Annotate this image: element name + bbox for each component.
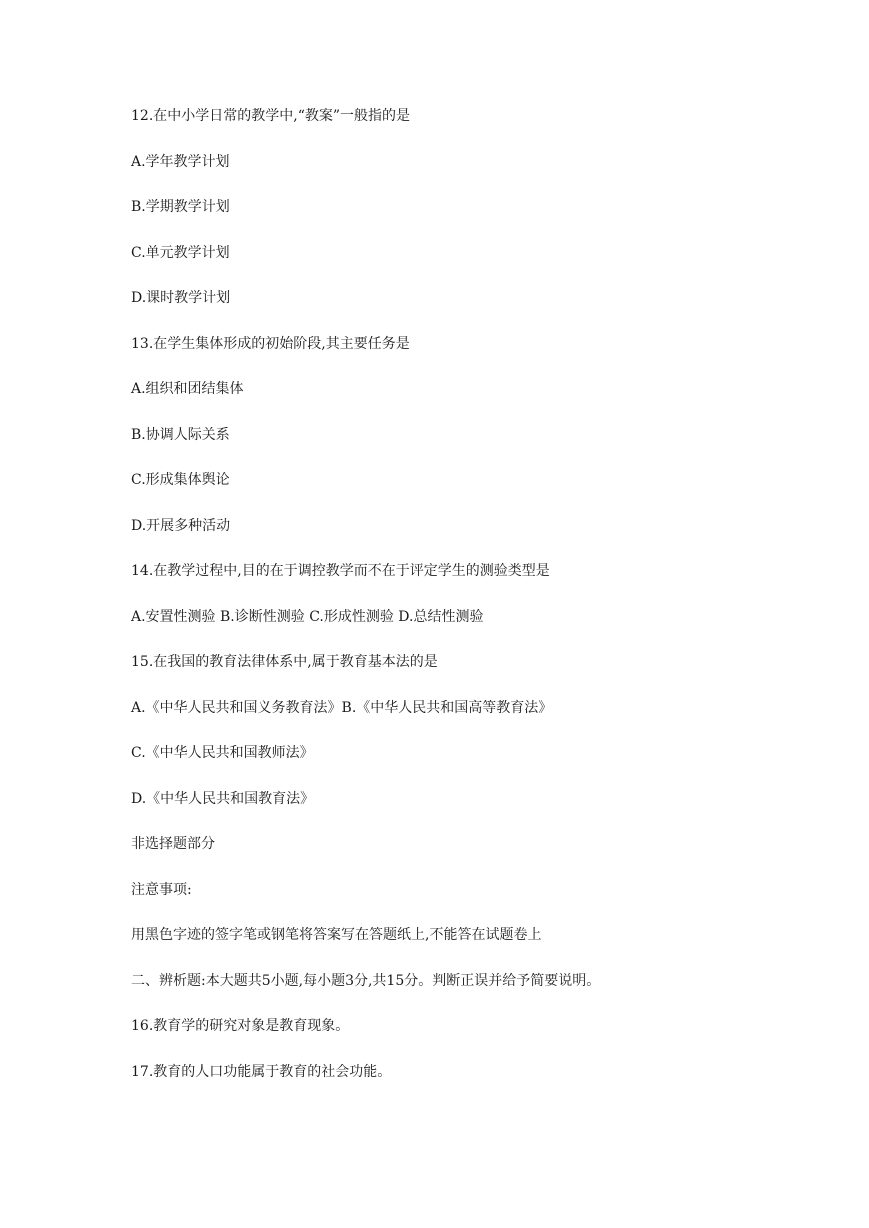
question-15-stem: 15.在我国的教育法律体系中,属于教育基本法的是 [131, 654, 438, 670]
question-13-option-a: A.组织和团结集体 [131, 381, 244, 397]
question-13-option-d: D.开展多种活动 [131, 518, 231, 534]
question-12-stem: 12.在中小学日常的教学中,“教案”一般指的是 [131, 108, 411, 124]
question-14-options: A.安置性测验 B.诊断性测验 C.形成性测验 D.总结性测验 [131, 609, 484, 625]
question-12-option-b: B.学期教学计划 [131, 199, 230, 215]
notice-text: 用黑色字迹的签字笔或钢笔将答案写在答题纸上,不能答在试题卷上 [131, 927, 542, 943]
question-16: 16.教育学的研究对象是教育现象。 [131, 1018, 350, 1034]
question-12-option-d: D.课时教学计划 [131, 290, 231, 306]
question-17: 17.教育的人口功能属于教育的社会功能。 [131, 1064, 392, 1080]
question-14-stem: 14.在教学过程中,目的在于调控教学而不在于评定学生的测验类型是 [131, 563, 550, 579]
question-13-option-c: C.形成集体舆论 [131, 472, 230, 488]
part-two-instructions: 二、辨析题:本大题共5小题,每小题3分,共15分。判断正误并给予简要说明。 [131, 973, 601, 989]
question-12-option-c: C.单元教学计划 [131, 245, 230, 261]
question-15-option-d: D.《中华人民共和国教育法》 [131, 791, 315, 807]
question-15-option-c: C.《中华人民共和国教师法》 [131, 745, 314, 761]
question-13-stem: 13.在学生集体形成的初始阶段,其主要任务是 [131, 336, 410, 352]
question-15-options-ab: A.《中华人民共和国义务教育法》B.《中华人民共和国高等教育法》 [131, 700, 553, 716]
notice-heading: 注意事项: [131, 882, 192, 898]
question-13-option-b: B.协调人际关系 [131, 427, 230, 443]
section-heading: 非选择题部分 [131, 836, 215, 852]
question-12-option-a: A.学年教学计划 [131, 154, 230, 170]
